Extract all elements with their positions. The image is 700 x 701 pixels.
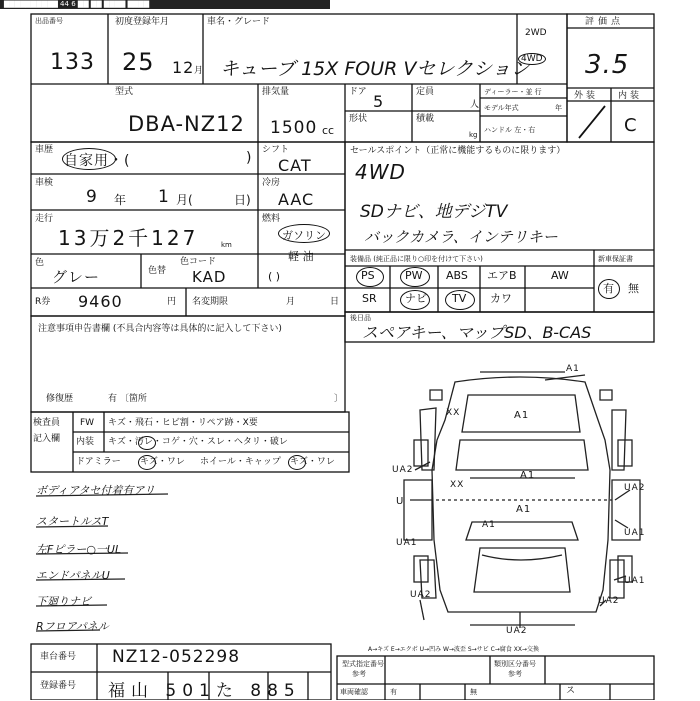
score-interior-label: 内装 bbox=[618, 91, 643, 101]
recycle-label: R券 bbox=[35, 297, 51, 307]
inspector-mark-3 bbox=[288, 455, 306, 470]
handwritten-note-6: Rフロアパネル bbox=[36, 620, 109, 633]
model-name-value: キューブ 15X FOUR Vセレクション bbox=[220, 58, 530, 80]
diagram-label-ua2-left: UA2 bbox=[392, 465, 414, 475]
repair-label: 修復歴 bbox=[46, 394, 74, 404]
cooling-value: AAC bbox=[278, 190, 315, 209]
model-code-value: DBA-NZ12 bbox=[128, 112, 245, 136]
seal: ス bbox=[566, 686, 576, 696]
diagram-label-a1-rear: A1 bbox=[482, 520, 496, 530]
warranty-no: 無 bbox=[628, 282, 639, 295]
equipment-aw: AW bbox=[551, 269, 569, 282]
lot-number: 133 bbox=[50, 50, 95, 75]
warranty-yes: 有 bbox=[603, 282, 614, 295]
inspector-interior-label: 内装 bbox=[76, 437, 95, 447]
inspector-mirror-items: キズ・ワレ bbox=[140, 457, 185, 467]
inspector-interior-items: キズ・汚レ・コゲ・穴・スレ・ヘタリ・破レ bbox=[108, 437, 288, 447]
sales-point-2: SDナビ、地デジTV bbox=[360, 202, 508, 222]
damage-legend: A→キズ E→エクボ U→凹み W→波歪 S→サビ C→腐食 XX→交換 bbox=[368, 646, 539, 653]
color-label: 色 bbox=[35, 258, 45, 268]
inspector-wheel-items: キズ・ワレ bbox=[290, 457, 335, 467]
diagram-label-ua2-bottom: UA2 bbox=[506, 626, 528, 636]
diagram-label-ua1-right: UA1 bbox=[624, 528, 646, 538]
diagram-label-ua2-rearleft: UA2 bbox=[410, 590, 432, 600]
equipment-label: 装備品 (純正品に限り○印を付けて下さい) bbox=[350, 255, 483, 263]
inspector-mark-2 bbox=[138, 455, 156, 470]
fuel-value: ガソリン bbox=[282, 229, 326, 242]
diagram-label-ua1-rearright: UA1 bbox=[624, 576, 646, 586]
diagram-label-xx-left: XX bbox=[446, 408, 461, 418]
class-sub: 参考 bbox=[508, 670, 522, 678]
handwritten-note-4: エンドパネルU bbox=[36, 569, 110, 582]
accessories-value: スペアキー、マップSD、B-CAS bbox=[362, 323, 592, 342]
score-label: 評価点 bbox=[585, 17, 625, 27]
confirm-label: 型式指定番号 bbox=[342, 660, 384, 668]
car-type-close: ) bbox=[246, 150, 253, 166]
header-strip: ▇▇▇▇▇▇▇▇▇▇ 44 6 ▇▇ ▇▇ ▇▇▇▇ ▇▇▇▇ bbox=[4, 0, 150, 8]
color-value: グレー bbox=[52, 268, 101, 286]
title-expiry-month: 月 bbox=[286, 297, 296, 307]
color-change-label: 色替 bbox=[148, 266, 167, 276]
drive-4wd: 4WD bbox=[518, 53, 546, 65]
sales-point-1: 4WD bbox=[355, 160, 406, 184]
fuel-paren: ( ) bbox=[268, 270, 281, 283]
mileage-label: 走行 bbox=[35, 214, 54, 224]
equipment-leather: カワ bbox=[490, 292, 512, 305]
model-code-label: 型式 bbox=[115, 87, 134, 97]
confirm-sub: 参考 bbox=[352, 670, 366, 678]
score-exterior-label: 外装 bbox=[574, 91, 599, 101]
score-value: 3.5 bbox=[585, 50, 630, 80]
displacement-unit: cc bbox=[322, 124, 335, 137]
inspection-year-unit: 年 bbox=[114, 193, 127, 207]
score-interior-value: C bbox=[624, 115, 638, 136]
color-code-label: 色コード bbox=[180, 257, 217, 267]
chassis-value: NZ12-052298 bbox=[112, 647, 241, 667]
sales-point-3: バックカメラ、インテリキー bbox=[364, 228, 558, 246]
shift-label: シフト bbox=[262, 145, 290, 155]
registration-label: 登録番号 bbox=[40, 681, 77, 691]
equipment-navi: ナビ bbox=[405, 292, 427, 305]
equipment-pw: PW bbox=[405, 269, 423, 282]
diagram-label-u: U bbox=[396, 496, 405, 507]
mileage-unit: km bbox=[221, 241, 232, 249]
accessories-label: 後日品 bbox=[350, 314, 371, 322]
first-reg-month-unit: 月 bbox=[194, 66, 204, 76]
model-year-label: モデル年式 bbox=[484, 104, 519, 112]
equipment-airbag: エアB bbox=[487, 269, 517, 282]
displacement-label: 排気量 bbox=[262, 87, 290, 97]
loading-unit: kg bbox=[469, 131, 478, 139]
model-year-unit: 年 bbox=[555, 104, 562, 112]
diagram-label-a1-center: A1 bbox=[516, 504, 532, 515]
inspection-year: 9 bbox=[86, 187, 98, 207]
inspector-mark-1 bbox=[138, 436, 156, 450]
handle-label: ハンドル 左・右 bbox=[484, 126, 536, 134]
shift-value: CAT bbox=[278, 156, 312, 175]
car-type-options: 自家用・( bbox=[64, 153, 131, 169]
first-reg-year: 25 bbox=[122, 48, 155, 76]
handwritten-note-2: スタートルスT bbox=[36, 515, 109, 528]
warranty-yes-circle bbox=[598, 279, 620, 299]
capacity-label: 定員 bbox=[416, 87, 435, 97]
handwritten-note-1: ボディアタセ付着有アリ bbox=[36, 484, 155, 497]
diagram-label-a1-hood: A1 bbox=[514, 410, 530, 421]
car-type-circle bbox=[62, 148, 116, 170]
inspect-no: 無 bbox=[470, 688, 477, 696]
fuel-circle bbox=[278, 224, 330, 243]
sales-points-label: セールスポイント（正常に機能するものに限ります） bbox=[350, 146, 566, 156]
equipment-navi-circle bbox=[400, 290, 430, 310]
equipment-tv: TV bbox=[452, 292, 467, 305]
capacity-unit: 人 bbox=[470, 100, 480, 110]
model-name-label: 車名・グレード bbox=[207, 17, 271, 27]
first-reg-month: 12 bbox=[172, 58, 195, 77]
repair-close: 〕 bbox=[334, 394, 344, 404]
recycle-unit: 円 bbox=[167, 297, 177, 307]
diagram-label-ua2-rearright: UA2 bbox=[598, 596, 620, 606]
doors-label: ドア bbox=[349, 87, 367, 97]
repair-value: 有 〔箇所 bbox=[108, 394, 147, 404]
diagram-label-ua2-right: UA2 bbox=[624, 483, 646, 493]
title-expiry-label: 名変期限 bbox=[192, 297, 229, 307]
cooling-label: 冷房 bbox=[262, 178, 281, 188]
equipment-tv-circle bbox=[445, 290, 475, 310]
fuel-label: 燃料 bbox=[262, 214, 281, 224]
inspector-fw-label: FW bbox=[80, 418, 95, 428]
first-reg-label: 初度登録年月 bbox=[115, 17, 170, 27]
inspector-wheel-label: ホイール・キャップ bbox=[200, 457, 281, 467]
new-warranty-label: 新車保証書 bbox=[598, 255, 633, 263]
inspector-fw-items: キズ・飛石・ヒビ割・リペア跡・X要 bbox=[108, 418, 258, 428]
inspector-label-2: 記入欄 bbox=[33, 434, 61, 444]
diagram-label-ua1-left: UA1 bbox=[396, 538, 418, 548]
recycle-value: 9460 bbox=[78, 292, 123, 311]
diagram-label-xx-mid: XX bbox=[450, 480, 465, 490]
inspector-mirror-label: ドアミラー bbox=[76, 457, 121, 467]
title-expiry-day: 日 bbox=[330, 297, 340, 307]
car-type-label: 車歴 bbox=[35, 145, 54, 155]
class-label: 類別区分番号 bbox=[494, 660, 536, 668]
score-exterior-value bbox=[598, 118, 599, 119]
equipment-ps: PS bbox=[361, 269, 375, 282]
dealer-label: ディーラー・並 行 bbox=[484, 88, 542, 96]
inspection-day-unit: 日) bbox=[234, 193, 251, 207]
inspection-label: 車検 bbox=[35, 178, 54, 188]
displacement-value: 1500 bbox=[270, 118, 318, 138]
drive-2wd: 2WD bbox=[525, 28, 547, 38]
shape-label: 形状 bbox=[349, 114, 368, 124]
notes-label: 注意事項申告書欄 (不具合内容等は具体的に記入して下さい) bbox=[38, 324, 282, 334]
loading-label: 積載 bbox=[416, 114, 435, 124]
doors-value: 5 bbox=[373, 92, 385, 111]
handwritten-note-3: 左Fピラー○一UL bbox=[36, 543, 122, 556]
color-code-value: KAD bbox=[192, 268, 227, 286]
fuel-other: 軽 油 bbox=[288, 250, 314, 263]
handwritten-note-5: 下廻りナビ bbox=[36, 595, 91, 608]
inspect-yes: 有 bbox=[390, 688, 397, 696]
inspection-month: 1 bbox=[158, 187, 170, 207]
equipment-sr: SR bbox=[362, 292, 377, 305]
equipment-pw-circle bbox=[400, 267, 430, 287]
mileage-value: 13万2千127 bbox=[58, 226, 199, 250]
lot-label: 出品番号 bbox=[35, 17, 63, 25]
registration-value: 福山 501た 885 bbox=[108, 681, 301, 701]
diagram-label-a1-top: A1 bbox=[566, 364, 580, 374]
equipment-abs: ABS bbox=[446, 269, 468, 282]
equipment-ps-circle bbox=[356, 267, 384, 287]
chassis-label: 車台番号 bbox=[40, 652, 77, 662]
inspect-label: 車両確認 bbox=[340, 688, 368, 696]
inspection-month-unit: 月( bbox=[176, 193, 193, 207]
diagram-label-a1-roof: A1 bbox=[520, 470, 536, 481]
inspector-label-1: 検査員 bbox=[33, 418, 61, 428]
